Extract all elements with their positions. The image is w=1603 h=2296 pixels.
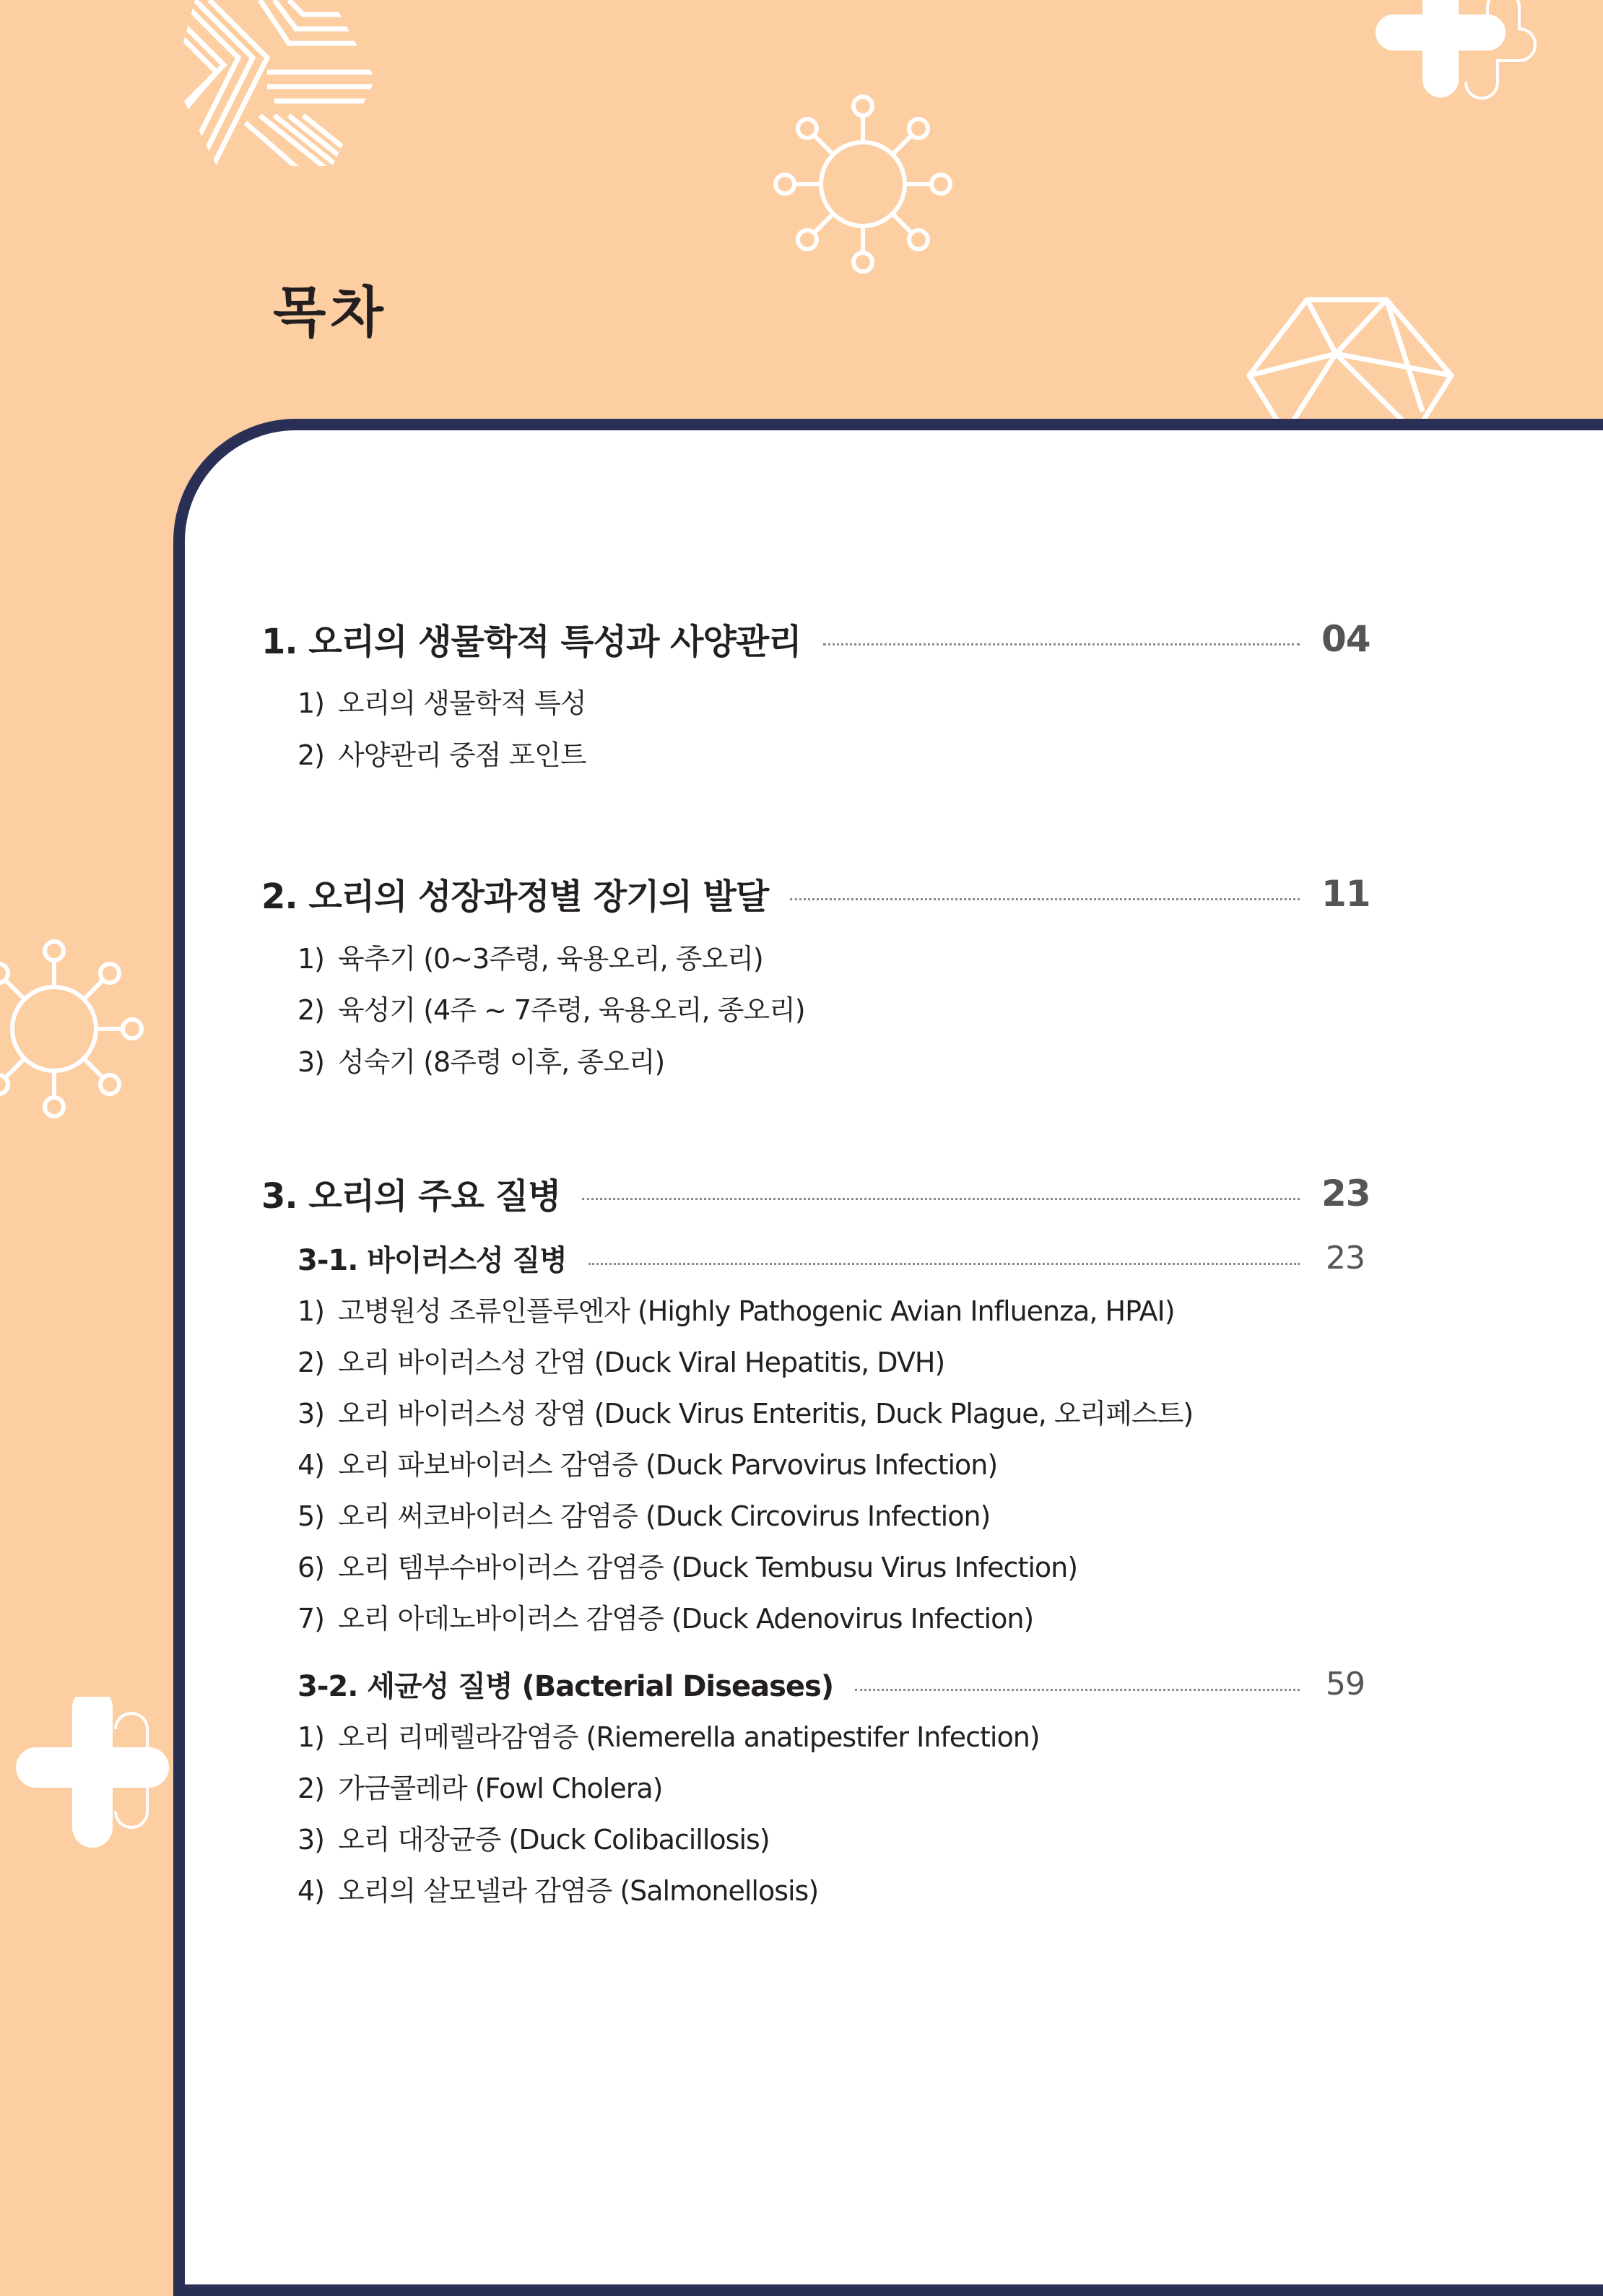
page-number: 59: [1326, 1666, 1365, 1703]
dot-leader: [588, 1263, 1300, 1265]
item-text: 육성기 (4주 ~ 7주령, 육용오리, 종오리): [338, 994, 805, 1026]
item-number: 1): [297, 943, 325, 975]
item-number: 6): [297, 1552, 325, 1583]
toc-section-3[interactable]: [261, 1168, 1370, 1218]
page-title: 목차: [273, 280, 388, 344]
item-number: 2): [297, 739, 325, 771]
item-number: 4): [297, 1875, 325, 1907]
toc-item[interactable]: [297, 1289, 1175, 1329]
toc-item[interactable]: [297, 681, 586, 721]
item-number: 2): [297, 1347, 325, 1378]
item-number: 3): [297, 1398, 325, 1430]
toc-item[interactable]: [297, 1340, 944, 1380]
item-number: 2): [297, 1773, 325, 1804]
page-number: 11: [1321, 872, 1370, 915]
item-number: 4): [297, 1449, 325, 1481]
item-number: 5): [297, 1500, 325, 1532]
section-title: 2. 오리의 성장과정별 장기의 발달: [261, 877, 769, 917]
toc-subsection-3-2[interactable]: [297, 1664, 1365, 1705]
toc-item[interactable]: [297, 1040, 664, 1079]
toc-section-1[interactable]: [261, 614, 1370, 664]
item-text: 오리 리메렐라감염증 (Riemerella anatipestifer Infection): [338, 1721, 1040, 1753]
toc-item[interactable]: [297, 936, 763, 976]
item-text: 오리 써코바이러스 감염증 (Duck Circovirus Infection): [338, 1500, 991, 1532]
toc-item[interactable]: [297, 1443, 997, 1482]
item-number: 1): [297, 1721, 325, 1753]
toc-item[interactable]: [297, 1391, 1193, 1431]
toc-section-2[interactable]: [261, 869, 1370, 918]
item-number: 2): [297, 994, 325, 1026]
item-text: 오리 아데노바이러스 감염증 (Duck Adenovirus Infection): [338, 1603, 1034, 1635]
toc-item[interactable]: [297, 1715, 1040, 1754]
item-text: 오리 바이러스성 간염 (Duck Viral Hepatitis, DVH): [338, 1347, 945, 1378]
section-title: 3. 오리의 주요 질병: [261, 1176, 561, 1217]
dot-leader: [582, 1198, 1300, 1200]
item-text: 성숙기 (8주령 이후, 종오리): [338, 1046, 665, 1078]
subsection-title: 3-2. 세균성 질병 (Bacterial Diseases): [297, 1670, 834, 1703]
item-text: 오리 파보바이러스 감염증 (Duck Parvovirus Infection): [338, 1449, 998, 1481]
item-text: 오리의 생물학적 특성: [338, 687, 586, 719]
item-number: 3): [297, 1824, 325, 1856]
item-text: 오리 바이러스성 장염 (Duck Virus Enteritis, Duck Plague, 오리페스트): [338, 1398, 1194, 1430]
item-text: 오리의 살모넬라 감염증 (Salmonellosis): [338, 1875, 819, 1907]
item-number: 1): [297, 687, 325, 719]
item-number: 1): [297, 1295, 325, 1327]
toc-item[interactable]: [297, 988, 805, 1027]
toc-item[interactable]: [297, 733, 586, 773]
item-text: 사양관리 중점 포인트: [338, 739, 586, 771]
dot-leader: [855, 1689, 1300, 1691]
item-text: 고병원성 조류인플루엔자 (Highly Pathogenic Avian Influenza, HPAI): [338, 1295, 1175, 1327]
toc-item[interactable]: [297, 1869, 818, 1908]
dot-leader: [790, 898, 1300, 900]
subsection-title: 3-1. 바이러스성 질병: [297, 1244, 567, 1277]
item-number: 3): [297, 1046, 325, 1078]
toc-item[interactable]: [297, 1766, 662, 1806]
page-number: 04: [1321, 617, 1370, 660]
toc-item[interactable]: [297, 1596, 1033, 1636]
item-text: 육추기 (0~3주령, 육용오리, 종오리): [338, 943, 763, 975]
item-text: 오리 템부수바이러스 감염증 (Duck Tembusu Virus Infection): [338, 1552, 1078, 1583]
page-number: 23: [1326, 1240, 1365, 1277]
item-text: 오리 대장균증 (Duck Colibacillosis): [338, 1824, 770, 1856]
section-title: 1. 오리의 생물학적 특성과 사양관리: [261, 622, 802, 662]
toc-item[interactable]: [297, 1494, 990, 1534]
item-text: 가금콜레라 (Fowl Cholera): [338, 1773, 663, 1804]
toc-item[interactable]: [297, 1817, 770, 1857]
dot-leader: [823, 643, 1300, 645]
toc-subsection-3-1[interactable]: [297, 1238, 1365, 1279]
page-number: 23: [1321, 1172, 1370, 1214]
item-number: 7): [297, 1603, 325, 1635]
toc-item[interactable]: [297, 1545, 1077, 1585]
